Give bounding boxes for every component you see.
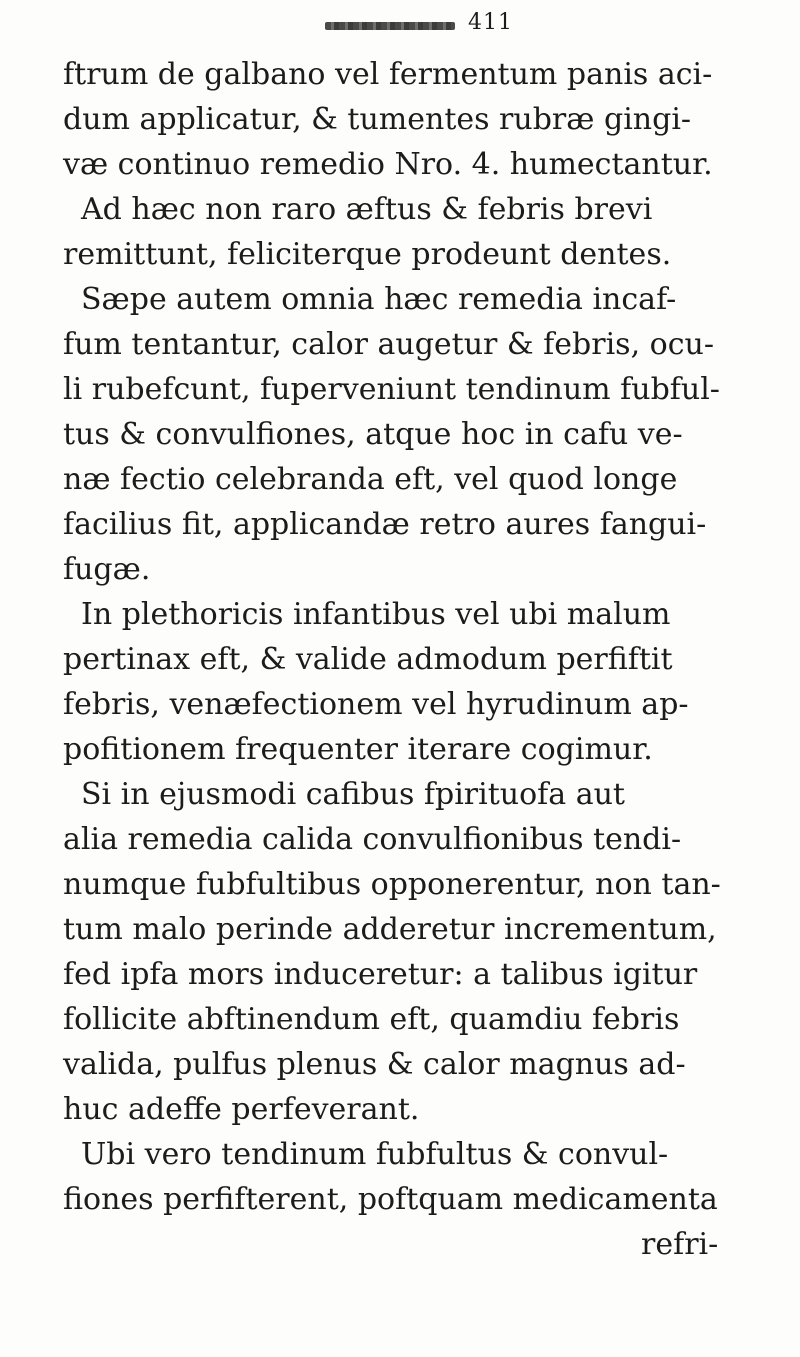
text-line: Ad hæc non raro æftus & febris brevi [81,192,653,227]
body-text [63,52,763,1267]
text-line: In plethoricis infantibus vel ubi malum [81,597,671,632]
text-line: pofitionem frequenter iterare cogimur. [63,732,653,767]
text-line: valida, pulfus plenus & calor magnus ad- [63,1047,686,1082]
text-line: fum tentantur, calor augetur & febris, ocu- [63,327,714,362]
text-line: fed ipfa mors induceretur: a talibus igitur [63,957,698,992]
text-line: Ubi vero tendinum fubfultus & convul- [81,1137,669,1172]
text-line: ftrum de galbano vel fermentum panis aci- [63,57,713,92]
text-line: Si in ejusmodi cafibus fpirituofa aut [81,777,625,812]
text-line: næ fectio celebranda eft, vel quod longe [63,462,678,497]
text-line: numque fubfultibus opponerentur, non tan- [63,867,721,902]
text-line: alia remedia calida convulfionibus tendi- [63,822,682,857]
text-line: follicite abftinendum eft, quamdiu febris [63,1002,680,1037]
text-line: tum malo perinde adderetur incrementum, [63,912,717,947]
text-line: febris, venæfectionem vel hyrudinum ap- [63,687,689,722]
text-line: remittunt, feliciterque prodeunt dentes. [63,237,672,272]
text-line: fugæ. [63,552,151,587]
text-line: pertinax eft, & valide admodum perfiftit [63,642,673,677]
text-line: dum applicatur, & tumentes rubræ gingi- [63,102,692,137]
page-number: 411 [468,10,513,35]
text-line: fiones perfifterent, poftquam medicamenta [63,1182,718,1217]
text-line: tus & convulfiones, atque hoc in cafu ve- [63,417,683,452]
text-line: facilius fit, applicandæ retro aures fangui- [63,507,707,542]
text-line: Sæpe autem omnia hæc remedia incaf- [81,282,677,317]
text-line: huc adeffe perfeverant. [63,1092,420,1127]
text-line: væ continuo remedio Nro. 4. humectantur. [63,147,713,182]
text-line: li rubefcunt, fuperveniunt tendinum fubful- [63,372,720,407]
header-ornament-rule [325,22,455,30]
catchword: refri- [641,1227,719,1262]
